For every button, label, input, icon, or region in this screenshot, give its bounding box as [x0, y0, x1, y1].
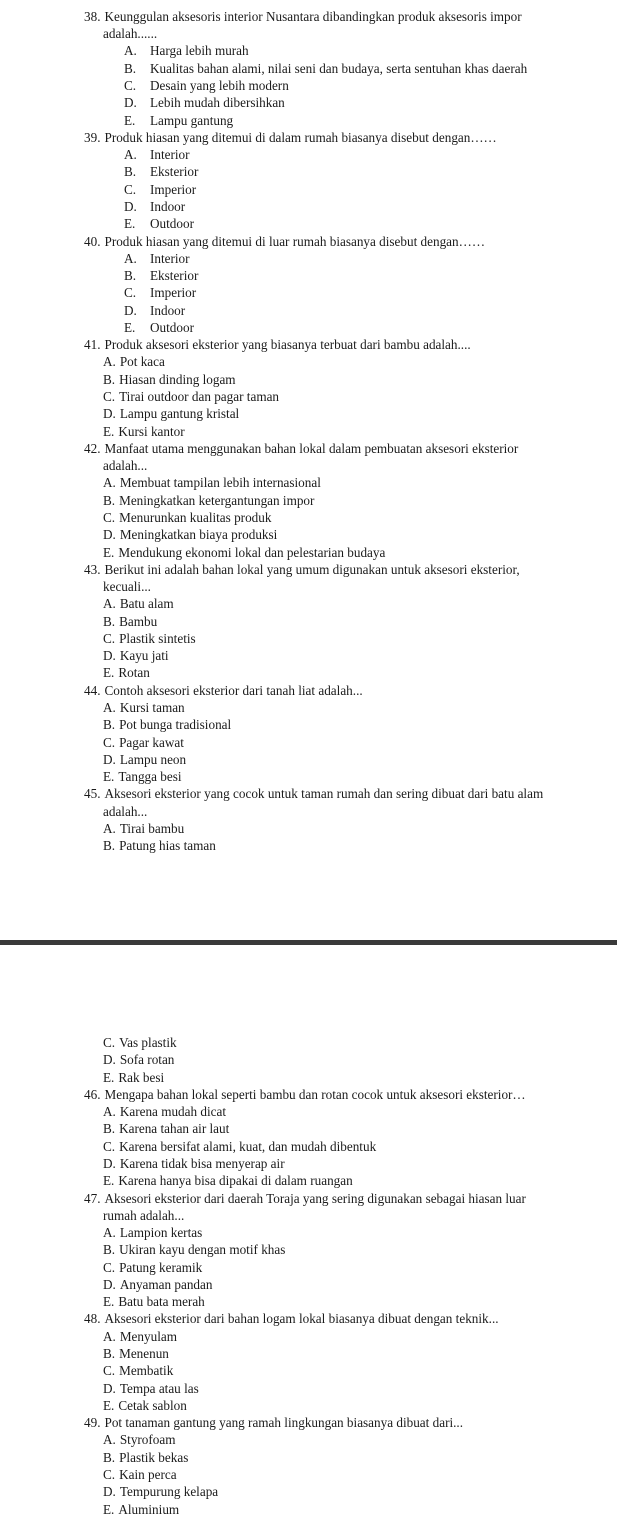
- option-letter: B.: [124, 268, 137, 284]
- option-text: Tempurung kelapa: [119, 1484, 219, 1500]
- question-text: Aksesori eksterior yang cocok untuk taman rumah dan sering dibuat dari batu alam: [104, 786, 544, 802]
- option-text: Bambu: [119, 613, 158, 629]
- options-list: [0, 146, 617, 232]
- option-text: Rak besi: [118, 1069, 165, 1085]
- option-letter: C.: [103, 1138, 116, 1154]
- option-text: Pot kaca: [119, 354, 165, 370]
- option-text: Indoor: [150, 302, 186, 318]
- option-text: Menenun: [119, 1345, 169, 1361]
- question-text: Manfaat utama menggunakan bahan lokal dalam pembuatan aksesori eksterior: [104, 440, 519, 456]
- option-item[interactable]: [0, 1241, 617, 1258]
- question-text: Aksesori eksterior dari daerah Toraja yang sering digunakan sebagai hiasan luar: [104, 1190, 526, 1206]
- option-item[interactable]: [0, 112, 617, 129]
- option-letter: E.: [103, 1501, 115, 1517]
- option-item[interactable]: [0, 60, 617, 77]
- option-letter: B.: [124, 60, 137, 76]
- options-list: [0, 699, 617, 785]
- option-text: Imperior: [150, 285, 197, 301]
- question-stem: [0, 682, 617, 699]
- question-41: [0, 336, 617, 440]
- option-letter: E.: [103, 1173, 115, 1189]
- option-text: Karena hanya bisa dipakai di dalam ruangan: [118, 1173, 353, 1189]
- option-letter: D.: [103, 527, 116, 543]
- option-text: Outdoor: [150, 216, 194, 232]
- option-item[interactable]: [0, 302, 617, 319]
- option-item[interactable]: [0, 1397, 617, 1414]
- option-item[interactable]: [0, 699, 617, 716]
- option-letter: B.: [103, 371, 116, 387]
- option-text: Lebih mudah dibersihkan: [150, 95, 285, 111]
- option-item[interactable]: [0, 647, 617, 664]
- option-letter: D.: [124, 302, 137, 318]
- question-47: [0, 1190, 617, 1311]
- question-45: [0, 785, 617, 854]
- option-item[interactable]: [0, 388, 617, 405]
- option-letter: B.: [103, 1449, 116, 1465]
- option-text: Ukiran kayu dengan motif khas: [119, 1242, 286, 1258]
- option-letter: C.: [103, 734, 116, 750]
- option-item[interactable]: [0, 319, 617, 336]
- option-letter: C.: [103, 630, 116, 646]
- option-letter: C.: [103, 389, 116, 405]
- option-letter: D.: [103, 648, 116, 664]
- option-item[interactable]: [0, 163, 617, 180]
- option-item[interactable]: [0, 751, 617, 768]
- options-list: [0, 1328, 617, 1414]
- question-number: 48.: [84, 1311, 101, 1327]
- option-text: Eksterior: [150, 164, 199, 180]
- options-list: [0, 353, 617, 439]
- option-letter: E.: [103, 1069, 115, 1085]
- question-stem: [0, 336, 617, 353]
- option-text: Batu alam: [119, 596, 174, 612]
- option-text: Membuat tampilan lebih internasional: [119, 475, 321, 491]
- option-item[interactable]: [0, 820, 617, 837]
- option-letter: A.: [103, 1328, 116, 1344]
- option-text: Karena bersifat alami, kuat, dan mudah dibentuk: [119, 1138, 377, 1154]
- option-text: Membatik: [119, 1363, 174, 1379]
- option-item[interactable]: [0, 1051, 617, 1068]
- page-divider: [0, 940, 617, 945]
- option-item[interactable]: [0, 664, 617, 681]
- option-item[interactable]: [0, 423, 617, 440]
- option-text: Lampu neon: [119, 751, 187, 767]
- option-text: Styrofoam: [119, 1432, 176, 1448]
- option-letter: D.: [124, 198, 137, 214]
- option-text: Kualitas bahan alami, nilai seni dan budaya, serta sentuhan khas daerah: [150, 60, 528, 76]
- option-text: Eksterior: [150, 268, 199, 284]
- option-letter: B.: [103, 492, 116, 508]
- option-letter: B.: [103, 1121, 116, 1137]
- option-letter: D.: [124, 95, 137, 111]
- option-text: Lampion kertas: [119, 1224, 203, 1240]
- option-item[interactable]: [0, 353, 617, 370]
- question-stem: [0, 1086, 617, 1103]
- question-39: [0, 129, 617, 233]
- question-text: Keunggulan aksesoris interior Nusantara dibandingkan produk aksesoris impor: [104, 9, 522, 24]
- question-number: 43.: [84, 561, 101, 577]
- option-text: Menyulam: [119, 1328, 177, 1344]
- question-text: Contoh aksesori eksterior dari tanah liat adalah...: [104, 682, 363, 698]
- question-number: 45.: [84, 786, 101, 802]
- option-item[interactable]: [0, 1138, 617, 1155]
- options-list: [0, 820, 617, 855]
- option-letter: B.: [103, 838, 116, 854]
- options-list: [0, 1103, 617, 1189]
- option-text: Pagar kawat: [119, 734, 184, 750]
- options-list: [0, 474, 617, 560]
- option-item[interactable]: [0, 1345, 617, 1362]
- option-text: Kayu jati: [119, 648, 169, 664]
- option-text: Cetak sablon: [118, 1397, 187, 1413]
- option-text: Anyaman pandan: [119, 1276, 213, 1292]
- option-letter: D.: [103, 751, 116, 767]
- option-text: Patung hias taman: [119, 838, 216, 854]
- option-text: Karena mudah dicat: [119, 1104, 227, 1120]
- question-text-continued: kecuali...: [103, 579, 151, 595]
- question-stem: [0, 561, 617, 578]
- option-letter: A.: [103, 820, 116, 836]
- option-item[interactable]: [0, 1259, 617, 1276]
- option-text: Tempa atau las: [119, 1380, 199, 1396]
- option-item[interactable]: [0, 1155, 617, 1172]
- option-item[interactable]: [0, 405, 617, 422]
- question-stem: [0, 233, 617, 250]
- question-number: 38.: [84, 9, 101, 24]
- option-text: Tangga besi: [118, 769, 182, 785]
- option-text: Pot bunga tradisional: [119, 717, 232, 733]
- question-48: [0, 1310, 617, 1414]
- option-letter: C.: [103, 1466, 116, 1482]
- option-item[interactable]: [0, 716, 617, 733]
- options-list: [0, 250, 617, 336]
- question-number: 40.: [84, 233, 101, 249]
- option-item[interactable]: [0, 768, 617, 785]
- option-item[interactable]: [0, 1224, 617, 1241]
- question-number: 41.: [84, 337, 101, 353]
- option-letter: D.: [103, 1380, 116, 1396]
- question-40: [0, 233, 617, 337]
- option-letter: A.: [124, 147, 137, 163]
- question-45-continued-options: [0, 1034, 617, 1086]
- option-text: Patung keramik: [119, 1259, 203, 1275]
- question-stem: [0, 440, 617, 457]
- question-43: [0, 561, 617, 682]
- questions-bottom-section: [0, 1034, 617, 1518]
- option-item[interactable]: [0, 77, 617, 94]
- option-item[interactable]: [0, 630, 617, 647]
- option-text: Lampu gantung kristal: [119, 406, 240, 422]
- option-letter: C.: [103, 1259, 116, 1275]
- option-letter: A.: [103, 1104, 116, 1120]
- option-text: Tirai bambu: [119, 820, 185, 836]
- question-38: [0, 8, 617, 129]
- option-text: Vas plastik: [119, 1035, 177, 1050]
- option-letter: C.: [124, 285, 137, 301]
- option-letter: E.: [103, 1397, 115, 1413]
- option-letter: D.: [103, 1484, 116, 1500]
- option-item[interactable]: [0, 146, 617, 163]
- option-item[interactable]: [0, 1293, 617, 1310]
- question-text: Mengapa bahan lokal seperti bambu dan rotan cocok untuk aksesori eksterior…: [104, 1086, 526, 1102]
- option-item[interactable]: [0, 1276, 617, 1293]
- option-item[interactable]: [0, 474, 617, 491]
- option-item[interactable]: [0, 837, 617, 854]
- option-item[interactable]: [0, 1380, 617, 1397]
- question-number: 42.: [84, 440, 101, 456]
- option-text: Karena tidak bisa menyerap air: [119, 1155, 285, 1171]
- option-text: Batu bata merah: [118, 1294, 205, 1310]
- questions-top-section: [0, 8, 617, 854]
- option-text: Menurunkan kualitas produk: [119, 509, 272, 525]
- option-item[interactable]: [0, 1172, 617, 1189]
- option-text: Rotan: [118, 665, 150, 681]
- option-item[interactable]: [0, 509, 617, 526]
- option-item[interactable]: [0, 42, 617, 59]
- option-text: Meningkatkan ketergantungan impor: [119, 492, 315, 508]
- question-text: Produk hiasan yang ditemui di dalam rumah biasanya disebut dengan……: [104, 129, 497, 145]
- question-number: 47.: [84, 1190, 101, 1206]
- option-text: Karena tahan air laut: [119, 1121, 230, 1137]
- options-list: [0, 1224, 617, 1310]
- question-text-continued: adalah...: [103, 803, 148, 819]
- question-number: 44.: [84, 682, 101, 698]
- option-text: Indoor: [150, 198, 186, 214]
- question-stem: [0, 8, 617, 25]
- option-text: Kain perca: [119, 1466, 177, 1482]
- question-stem: [0, 1414, 617, 1431]
- question-stem: [0, 1190, 617, 1207]
- option-item[interactable]: [0, 250, 617, 267]
- option-text: Kursi taman: [119, 699, 185, 715]
- question-text: Produk aksesori eksterior yang biasanya terbuat dari bambu adalah....: [104, 337, 471, 353]
- option-letter: B.: [103, 1242, 116, 1258]
- option-item[interactable]: [0, 1483, 617, 1500]
- option-item[interactable]: [0, 544, 617, 561]
- option-item[interactable]: [0, 371, 617, 388]
- option-letter: B.: [124, 164, 137, 180]
- question-text: Berikut ini adalah bahan lokal yang umum digunakan untuk aksesori eksterior,: [104, 561, 520, 577]
- option-text: Outdoor: [150, 319, 194, 335]
- question-42: [0, 440, 617, 561]
- option-text: Interior: [150, 250, 190, 266]
- option-letter: E.: [124, 216, 136, 232]
- option-item[interactable]: [0, 613, 617, 630]
- option-letter: E.: [103, 544, 115, 560]
- options-list: [0, 1431, 617, 1517]
- question-44: [0, 682, 617, 786]
- options-list: [0, 42, 617, 128]
- option-letter: E.: [103, 665, 115, 681]
- option-item[interactable]: [0, 492, 617, 509]
- question-text: Produk hiasan yang ditemui di luar rumah biasanya disebut dengan……: [104, 233, 486, 249]
- option-letter: A.: [103, 699, 116, 715]
- option-letter: E.: [103, 769, 115, 785]
- option-item[interactable]: [0, 1501, 617, 1518]
- option-text: Plastik sintetis: [119, 630, 196, 646]
- option-text: Meningkatkan biaya produksi: [119, 527, 278, 543]
- option-letter: E.: [124, 319, 136, 335]
- option-letter: D.: [103, 1052, 116, 1068]
- option-letter: A.: [124, 250, 137, 266]
- option-item[interactable]: [0, 267, 617, 284]
- question-number: 39.: [84, 129, 101, 145]
- question-text-continued: adalah...: [103, 458, 148, 474]
- option-item[interactable]: [0, 1069, 617, 1086]
- option-item[interactable]: [0, 1034, 617, 1051]
- option-text: Aluminium: [118, 1501, 180, 1517]
- option-text: Lampu gantung: [150, 112, 234, 128]
- option-item[interactable]: [0, 1466, 617, 1483]
- option-letter: A.: [103, 596, 116, 612]
- option-letter: B.: [103, 613, 116, 629]
- option-text: Kursi kantor: [118, 423, 185, 439]
- question-stem: [0, 129, 617, 146]
- question-number: 49.: [84, 1415, 101, 1431]
- option-letter: A.: [103, 1224, 116, 1240]
- options-list: [0, 595, 617, 681]
- option-item[interactable]: [0, 526, 617, 543]
- option-item[interactable]: [0, 284, 617, 301]
- option-item[interactable]: [0, 198, 617, 215]
- question-46: [0, 1086, 617, 1190]
- option-text: Interior: [150, 147, 190, 163]
- option-item[interactable]: [0, 1431, 617, 1448]
- option-letter: A.: [103, 354, 116, 370]
- question-stem: [0, 785, 617, 802]
- option-letter: E.: [103, 423, 115, 439]
- option-letter: A.: [103, 1432, 116, 1448]
- option-letter: A.: [124, 43, 137, 59]
- option-letter: C.: [103, 509, 116, 525]
- option-item[interactable]: [0, 181, 617, 198]
- option-item[interactable]: [0, 734, 617, 751]
- option-letter: B.: [103, 1345, 116, 1361]
- question-text: Pot tanaman gantung yang ramah lingkungan biasanya dibuat dari...: [104, 1415, 464, 1431]
- option-letter: E.: [124, 112, 136, 128]
- option-text: Mendukung ekonomi lokal dan pelestarian budaya: [118, 544, 386, 560]
- question-number: 46.: [84, 1086, 101, 1102]
- option-text: Sofa rotan: [119, 1052, 175, 1068]
- option-text: Imperior: [150, 181, 197, 197]
- option-letter: D.: [103, 406, 116, 422]
- option-item[interactable]: [0, 1103, 617, 1120]
- option-letter: D.: [103, 1276, 116, 1292]
- option-text: Harga lebih murah: [150, 43, 249, 59]
- option-text: Hiasan dinding logam: [119, 371, 236, 387]
- option-item[interactable]: [0, 1120, 617, 1137]
- option-text: Tirai outdoor dan pagar taman: [119, 389, 280, 405]
- option-item[interactable]: [0, 1328, 617, 1345]
- option-text: Desain yang lebih modern: [150, 78, 289, 93]
- option-item[interactable]: [0, 215, 617, 232]
- question-text-continued: rumah adalah...: [103, 1207, 185, 1223]
- option-item[interactable]: [0, 1449, 617, 1466]
- question-text-continued: adalah......: [103, 26, 158, 42]
- option-letter: C.: [124, 78, 137, 93]
- option-letter: C.: [124, 181, 137, 197]
- option-letter: D.: [103, 1155, 116, 1171]
- option-item[interactable]: [0, 595, 617, 612]
- question-49: [0, 1414, 617, 1518]
- option-letter: A.: [103, 475, 116, 491]
- option-text: Plastik bekas: [119, 1449, 189, 1465]
- option-letter: C.: [103, 1035, 116, 1050]
- option-letter: E.: [103, 1294, 115, 1310]
- option-letter: B.: [103, 717, 116, 733]
- option-letter: C.: [103, 1363, 116, 1379]
- question-stem: [0, 1310, 617, 1327]
- option-item[interactable]: [0, 1362, 617, 1379]
- option-item[interactable]: [0, 94, 617, 111]
- question-text: Aksesori eksterior dari bahan logam lokal biasanya dibuat dengan teknik...: [104, 1311, 499, 1327]
